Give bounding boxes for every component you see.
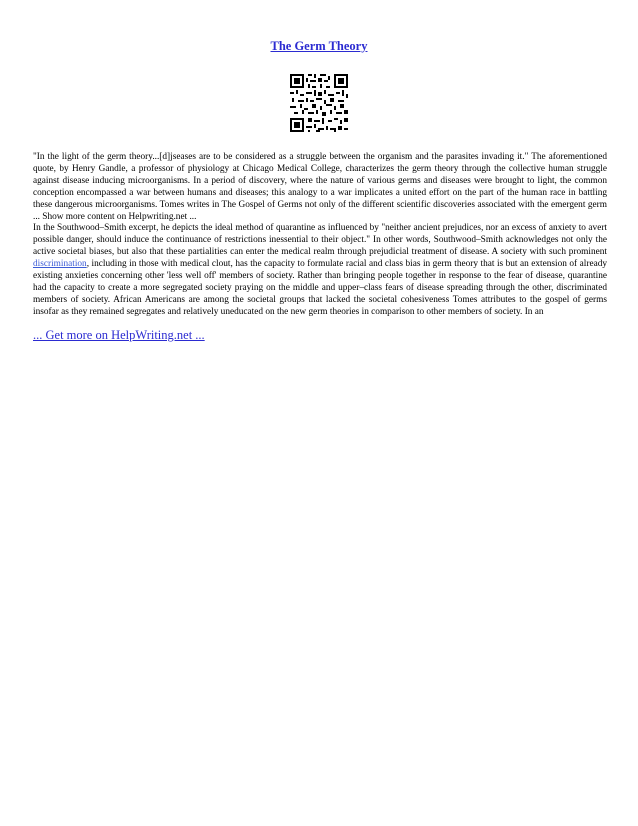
qr-code-icon (288, 72, 350, 134)
document-title (0, 39, 638, 54)
more-link-container (33, 328, 205, 343)
paragraph-2 (33, 223, 607, 318)
discrimination-link[interactable]: discrimination (33, 259, 87, 270)
get-more-link[interactable]: ... Get more on HelpWriting.net ... (33, 328, 205, 342)
paragraph-2-text-b: , including in those with medical clout, has the capacity to formulate racial and class bias in germ theory that is but an extension of already existing anxieties concerning other 'less well off' members of society. Rather than bringing people together in response to the fear of disease, quarantine had the capacity to create a more segregated society praying on the middle and upper–class fears of disease spreading through the other, discriminated members of society. African Americans are among the societal groups that lacked the societal cohesiveness Tomes attributes to the gospel of germs insofar as they remained segregates and relatively uneducated on the new germ theories in comparison to other members of society. In an (33, 259, 607, 317)
title-link[interactable]: The Germ Theory (270, 39, 368, 53)
paragraph-1: "In the light of the germ theory...[d]jseases are to be considered as a struggle between the organism and the parasites invading it." The aforementioned quote, by Henry Gandle, a professor of physiology at Chicago Medical College, characterizes the germ theory through the collective human struggle against disease inducing microorganisms. In a period of discovery, where the nature of various germs and diseases were brought to light, the common conception encompassed a war between humans and diseases; this analogy to a war implicates a united effort on the part of the human race in battling these dangerous microorganisms. Tomes writes in The Gospel of Germs not only of the different scientific discoveries associated with the emergent germ ... Show more content on Helpwriting.net ... (33, 152, 607, 222)
paragraph-2-text-a: In the Southwood–Smith excerpt, he depicts the ideal method of quarantine as influenced by "neither ancient prejudices, nor an excess of anxiety to avert possible danger, should induce the continuance of restrictions inessential to their object." In other words, Southwood–Smith acknowledges not only the active societal biases, but also that these partialities can enter the medical realm through prejudicial treatment of disease. A society with such prominent (33, 223, 607, 258)
article-body (33, 152, 607, 319)
